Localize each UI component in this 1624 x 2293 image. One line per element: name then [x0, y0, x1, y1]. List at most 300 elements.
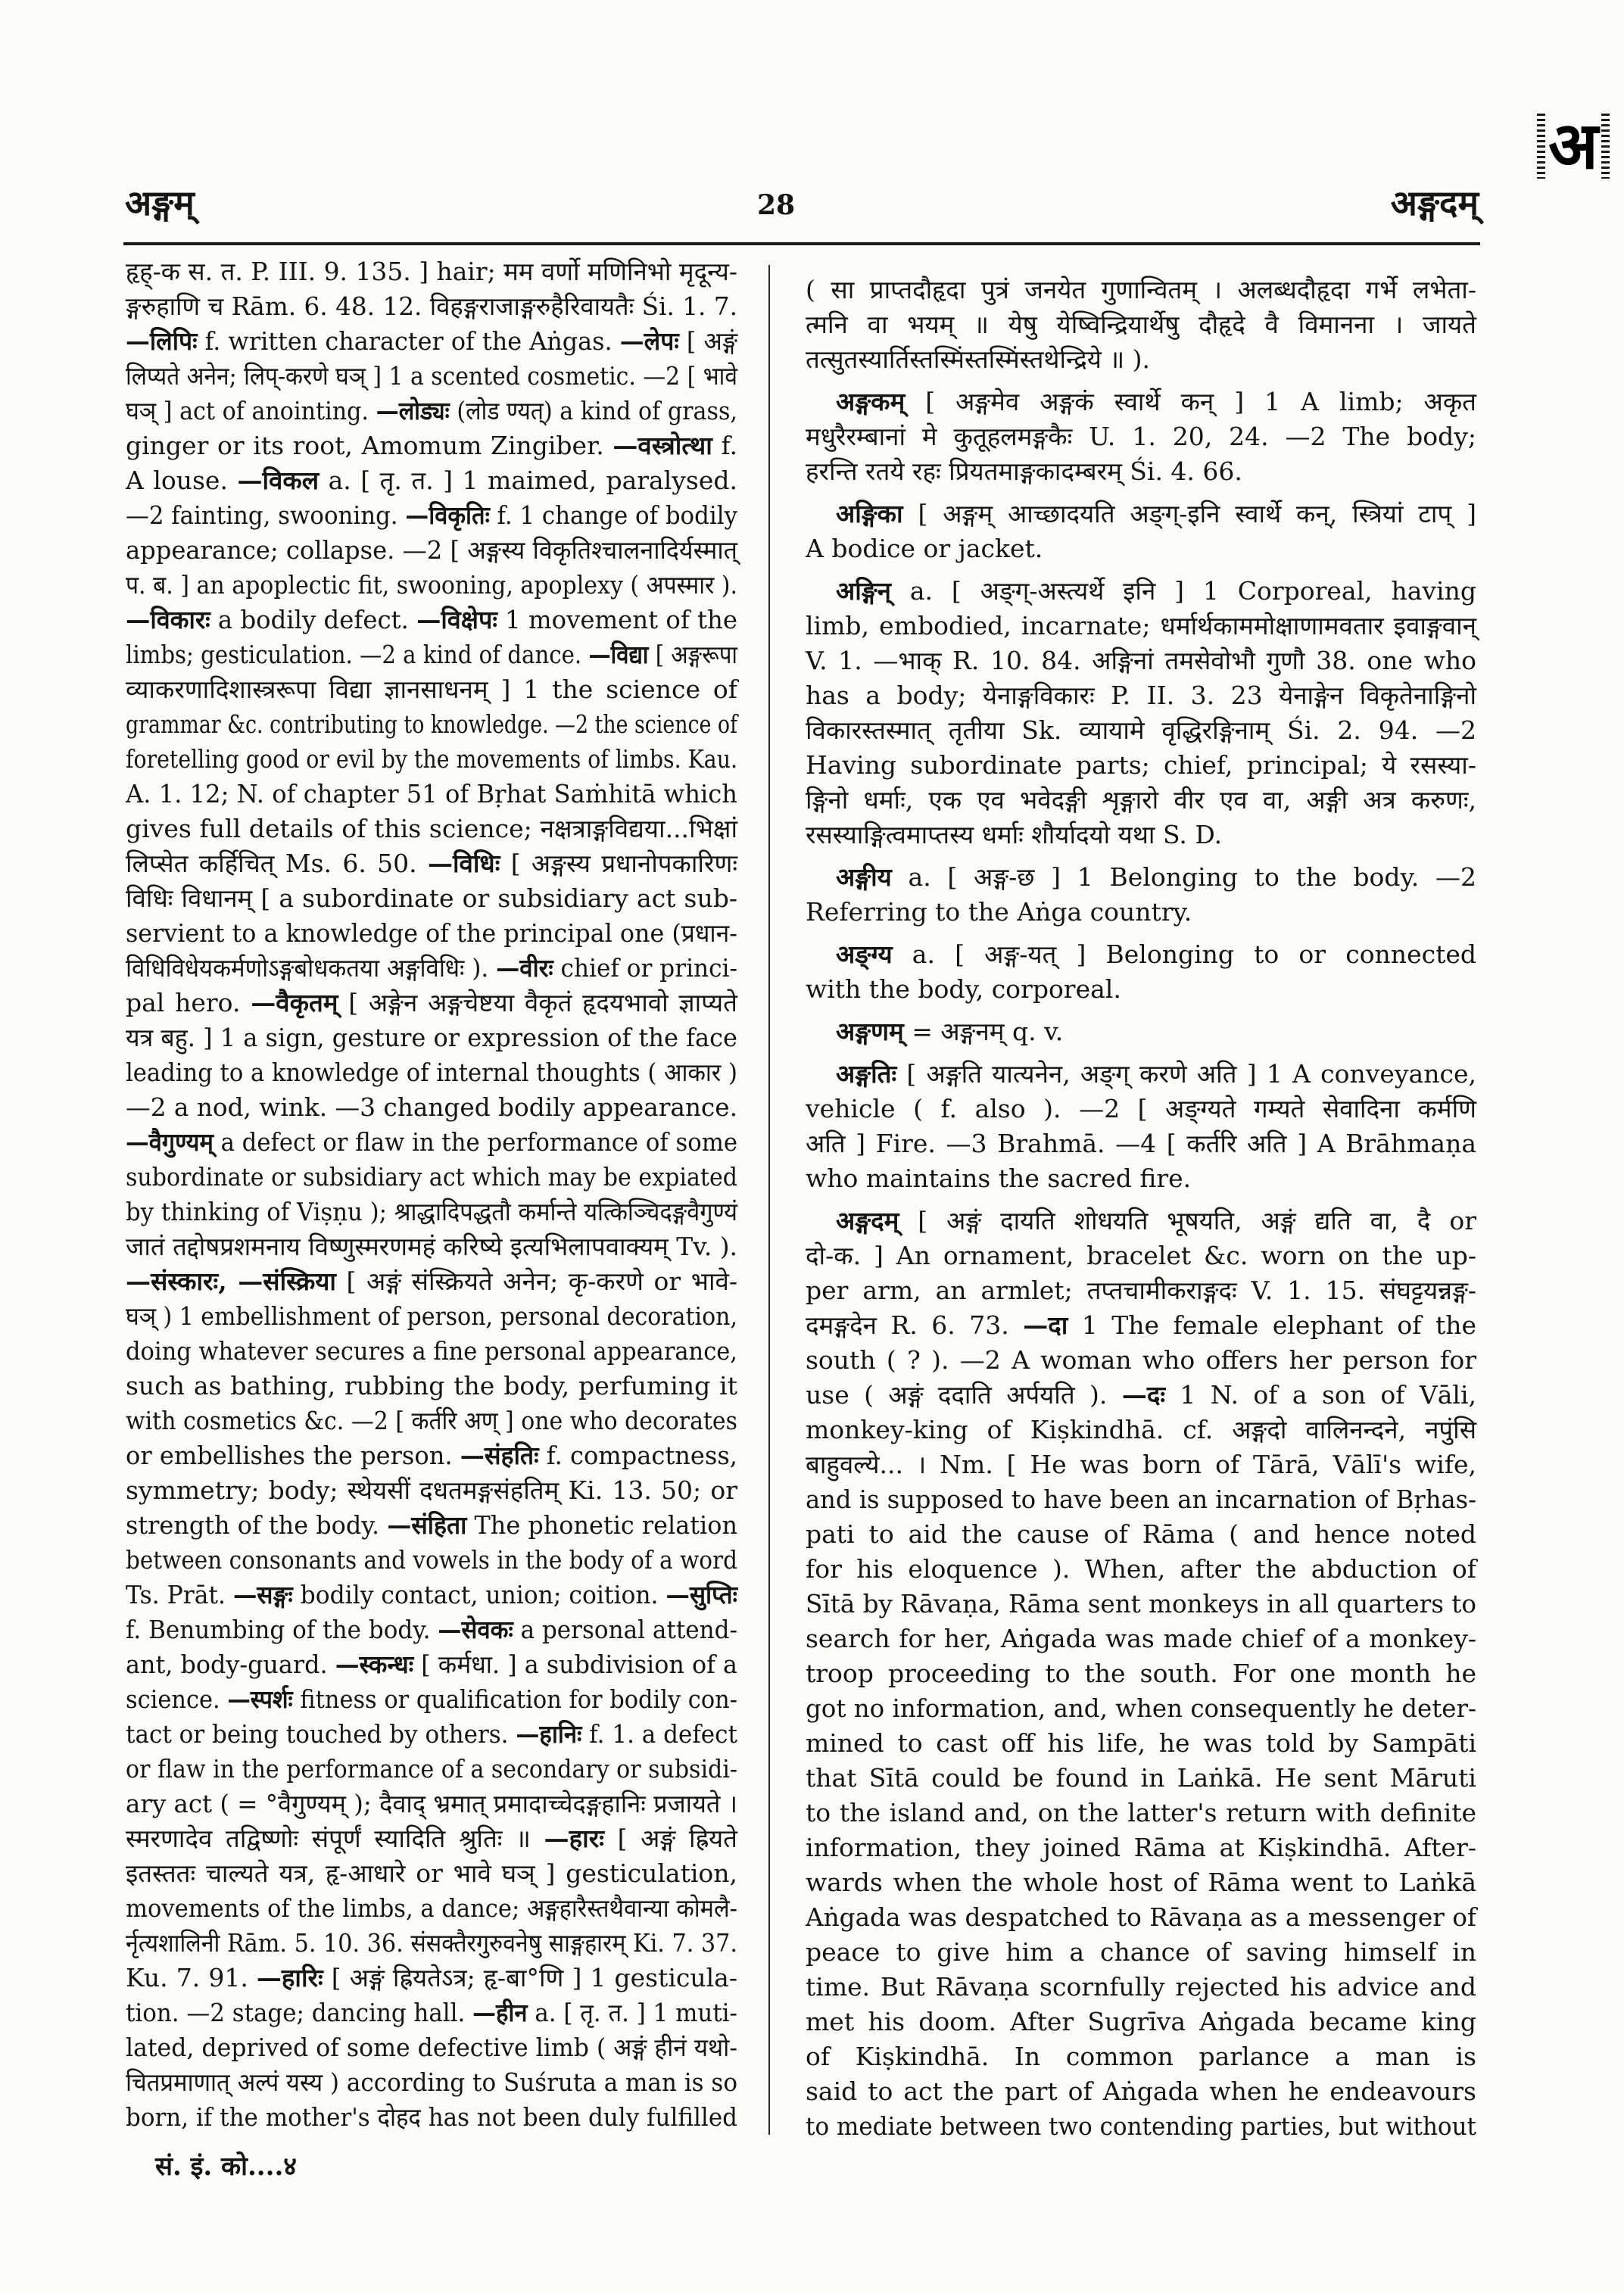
line-text: [806, 609, 1476, 643]
line-text: [126, 916, 737, 951]
text-line: [126, 1647, 737, 1682]
line-text: [806, 1656, 1476, 1691]
text-run: ginger or its root, Amomum Zingiber.: [126, 431, 613, 460]
text-line: [806, 1691, 1476, 1726]
headword: —सुप्तिः: [665, 1580, 737, 1609]
headword: —हारिः: [256, 1963, 323, 1992]
text-line: [126, 1299, 737, 1334]
line-text: [126, 1543, 737, 1578]
text-run: fitness or qualification for bodily con-: [292, 1684, 737, 1714]
headword: —लेपः: [619, 326, 679, 356]
text-run: that Sītā could be found in Laṅkā. He sent Māruti: [806, 1763, 1476, 1793]
text-line: [806, 2005, 1476, 2039]
line-text: [806, 1552, 1476, 1587]
text-run: लिप्यते अनेन; लिप्-करणे घञ् ] 1 a scented cosmetic. —2 [ भावे: [126, 361, 737, 391]
text-run: monkey-king of Kiṣkindhā. cf. अङ्गदो वालिनन्दने, नपुंसि: [806, 1415, 1476, 1444]
text-line: [806, 497, 1476, 531]
text-run: a. [ अङ्ग-छ ] 1 Belonging to the body. —2: [891, 862, 1476, 892]
text-line: [806, 1014, 1476, 1049]
text-line: [126, 1334, 737, 1369]
text-run: wards when the whole host of Rāma went to Laṅkā: [806, 1868, 1476, 1897]
text-run: अति ] Fire. —3 Brahmā. —4 [ कर्तरि अति ] A Brāhmaṇa: [806, 1129, 1476, 1158]
text-run: [ अङ्गम् आच्छादयति अङ्ग्-इनि स्वार्थे कन्, स्त्रियां टाप् ]: [902, 499, 1476, 528]
text-run: movements of the limbs, a dance; अङ्गहारैस्तथैवान्या कोमलै-: [126, 1893, 737, 1923]
text-line: [126, 254, 737, 289]
text-run: f. compactness,: [538, 1441, 737, 1470]
text-line: [126, 1856, 737, 1891]
line-text: [806, 678, 1476, 713]
text-line: [126, 324, 737, 359]
text-line: [126, 777, 737, 812]
headword: —हारः: [544, 1824, 604, 1853]
text-line: [126, 2065, 737, 2100]
text-run: grammar &c. contributing to knowledge. —2 the science of: [126, 709, 737, 739]
line-text: [126, 986, 737, 1020]
text-run: र्नृत्यशालिनी Rām. 5. 10. 36. संसक्तैरगुरुवनेषु साङ्गहारम् Ki. 7. 37.: [126, 1928, 737, 1958]
text-line: [806, 1161, 1476, 1196]
text-line: [806, 342, 1476, 377]
text-line: [806, 1092, 1476, 1126]
line-text: [806, 972, 1121, 1007]
text-run: with cosmetics &c. —2 [ कर्तरि अण् ] one who decorates: [126, 1406, 737, 1435]
text-run: strength of the body.: [126, 1510, 388, 1540]
headword: अङ्गकम्: [836, 387, 906, 416]
headword: —लोड्यः: [376, 396, 450, 425]
headword: —वीरः: [496, 953, 553, 983]
entry-paragraph: [806, 574, 1476, 852]
text-run: Sītā by Rāvaṇa, Rāma sent monkeys in all quarters to: [806, 1589, 1476, 1618]
text-run: = अङ्गनम् q. v.: [903, 1017, 1064, 1046]
line-text: [126, 707, 737, 742]
headword: —हीन: [472, 1998, 528, 2027]
column-divider: [768, 265, 770, 2135]
text-line: [806, 1970, 1476, 2005]
line-text: [126, 1473, 737, 1508]
text-run: to the island and, on the latter's return with definite: [806, 1798, 1476, 1827]
text-run: चितप्रमाणात् अल्पं यस्य ) according to Suśruta a man is so: [126, 2067, 737, 2097]
line-text: [806, 1865, 1476, 1900]
text-run: —2 fainting, swooning.: [126, 500, 406, 530]
line-text: [126, 742, 737, 777]
headword: —हानिः: [516, 1719, 582, 1749]
text-line: [126, 672, 737, 707]
text-run: विधिविधेयकर्मणोऽङ्गबोधकतया अङ्गविधिः ).: [126, 953, 497, 983]
text-line: [806, 1587, 1476, 1622]
text-run: a defect or flaw in the performance of some: [213, 1127, 737, 1157]
line-text: [806, 342, 1150, 377]
line-text: [126, 1195, 737, 1229]
text-run: 1 N. of a son of Vāli,: [1165, 1380, 1476, 1410]
text-line: [806, 1482, 1476, 1517]
page-number: 28: [756, 189, 796, 221]
text-run: [ अङ्गं: [678, 326, 737, 356]
text-line: [126, 1229, 737, 1264]
text-line: [126, 1438, 737, 1473]
entry-paragraph: [806, 1204, 1476, 2144]
text-run: [ अङ्गं ह्रियते: [603, 1824, 737, 1853]
text-line: [126, 637, 737, 672]
line-text: [836, 385, 1476, 419]
text-line: [126, 1090, 737, 1125]
text-line: [126, 1020, 737, 1055]
line-text: [126, 1229, 737, 1264]
text-line: [806, 1622, 1476, 1656]
text-line: [126, 498, 737, 533]
text-run: appearance; collapse. —2 [ अङ्गस्य विकृतिश्चालनादिर्यस्मात्: [126, 535, 737, 565]
text-run: such as bathing, rubbing the body, perfuming it: [126, 1371, 737, 1400]
text-run: हरन्ति रतये रहः प्रियतमाङ्गकादम्बरम् Śi. 4. 66.: [806, 456, 1242, 486]
text-line: [126, 394, 737, 428]
text-line: [126, 742, 737, 777]
line-text: [836, 1204, 1476, 1238]
line-text: [126, 1961, 737, 1995]
line-text: [126, 1612, 737, 1647]
text-line: [806, 1447, 1476, 1482]
text-run: tion. —2 stage; dancing hall.: [126, 1998, 473, 2027]
line-text: [126, 1891, 737, 1926]
line-text: [126, 533, 737, 568]
thumb-index-tab: [1537, 107, 1610, 184]
text-run: [ अङ्गं दायति शोधयति भूषयति, अङ्गं द्यति वा, दै or: [899, 1206, 1476, 1235]
text-line: [126, 428, 737, 463]
text-line: [126, 1473, 737, 1508]
line-text: [836, 1014, 1063, 1049]
text-run: ( सा प्राप्तदौहृदा पुत्रं जनयेत गुणान्वितम् । अलब्धदौहृदा गर्भे लभेता-: [806, 275, 1476, 304]
text-run: ary act ( = °वैगुण्यम् ); दैवाद् भ्रमात् प्रमादाच्चेदङ्गहानिः प्रजायते ।: [126, 1789, 737, 1818]
text-run: of Kiṣkindhā. In common parlance a man is: [806, 2042, 1476, 2071]
line-text: [126, 2030, 737, 2065]
text-run: bodily contact, union; coition.: [292, 1580, 666, 1609]
text-line: [806, 454, 1476, 489]
text-line: [806, 1204, 1476, 1238]
line-text: [126, 254, 737, 289]
text-run: हृह्-क स. त. P. III. 9. 135. ] hair; मम वर्णो मणिनिभो मृदून्य-: [126, 257, 737, 286]
text-run: a. [ तृ. त. ] 1 maimed, paralysed.: [319, 466, 737, 495]
text-line: [806, 1273, 1476, 1308]
line-text: [806, 1273, 1476, 1308]
text-line: [126, 1404, 737, 1438]
text-line: [806, 2109, 1476, 2144]
text-line: [126, 1717, 737, 1752]
line-text: [126, 1090, 737, 1125]
line-text: [806, 895, 1192, 930]
line-text: [126, 1682, 737, 1717]
text-line: [806, 937, 1476, 972]
text-line: [126, 951, 737, 986]
line-text: [126, 1717, 737, 1752]
text-run: A louse.: [126, 466, 238, 495]
line-text: [806, 2109, 1476, 2144]
line-text: [126, 1926, 737, 1961]
line-text: [806, 1413, 1476, 1447]
line-text: [126, 394, 737, 428]
text-run: born, if the mother's दोहद has not been duly fulfilled: [126, 2102, 737, 2132]
text-line: [126, 1682, 737, 1717]
text-run: gives full details of this science; नक्षत्राङ्गविद्यया...भिक्षां: [126, 814, 737, 843]
text-run: for his eloquence ). When, after the abduction of: [806, 1554, 1476, 1584]
line-text: [126, 1299, 737, 1334]
text-line: [126, 916, 737, 951]
text-run: f. written character of the Aṅgas.: [197, 326, 620, 356]
line-text: [806, 1447, 1476, 1482]
line-text: [806, 1935, 1476, 1970]
headword: —वैगुण्यम्: [126, 1127, 214, 1157]
header-rule: [123, 242, 1480, 245]
line-text: [126, 1995, 737, 2030]
text-run: दो-क. ] An ornament, bracelet &c. worn on the up-: [806, 1241, 1476, 1270]
line-text: [126, 359, 737, 394]
text-run: science.: [126, 1684, 228, 1714]
text-run: use ( अङ्गं ददाति अर्पयति ).: [806, 1380, 1122, 1410]
line-text: [126, 1752, 737, 1787]
headword: अङ्गदम्: [836, 1206, 899, 1235]
line-text: [806, 1308, 1476, 1343]
text-run: घञ् ) 1 embellishment of person, personal decoration,: [126, 1301, 737, 1331]
line-text: [126, 498, 737, 533]
text-line: [806, 678, 1476, 713]
line-text: [126, 324, 737, 359]
text-line: [806, 1830, 1476, 1865]
text-run: The phonetic relation: [466, 1510, 737, 1540]
text-line: [806, 1726, 1476, 1761]
line-text: [836, 497, 1476, 531]
text-line: [126, 707, 737, 742]
text-line: [126, 1612, 737, 1647]
right-column: [806, 273, 1476, 2144]
text-run: लिप्सेत कर्हिचित् Ms. 6. 50.: [126, 849, 428, 878]
text-run: per arm, an armlet; तप्तचामीकराङ्गदः V. 1. 15. संघट्टयन्नङ्ग-: [806, 1276, 1476, 1305]
text-line: [126, 812, 737, 846]
text-line: [126, 2030, 737, 2065]
text-line: [806, 1761, 1476, 1796]
text-run: met his doom. After Sugrīva Aṅgada became king: [806, 2007, 1476, 2036]
line-text: [806, 454, 1242, 489]
headword: —दः: [1121, 1380, 1166, 1410]
text-line: [806, 972, 1476, 1007]
headword: अङ्ग्य: [836, 939, 893, 969]
line-text: [806, 1761, 1476, 1796]
line-text: [806, 1343, 1476, 1378]
entry-paragraph: [806, 273, 1476, 377]
text-run: इतस्ततः चाल्यते यत्र, हृ-आधारे or भावे घञ् ] gesticulation,: [126, 1858, 737, 1888]
line-text: [806, 713, 1476, 748]
line-text: [836, 860, 1476, 895]
line-text: [126, 1020, 737, 1055]
text-run: doing whatever secures a fine personal appearance,: [126, 1336, 737, 1366]
text-line: [806, 1308, 1476, 1343]
line-text: [806, 1900, 1476, 1935]
headword: —विक्षेपः: [416, 605, 497, 634]
text-run: servient to a knowledge of the principal one (प्रधान-: [126, 918, 737, 948]
headword: —विकृतिः: [405, 500, 490, 530]
line-text: [806, 1126, 1476, 1161]
headword: —विकल: [237, 466, 320, 495]
text-run: Referring to the Aṅga country.: [806, 897, 1192, 927]
text-line: [806, 713, 1476, 748]
line-text: [806, 1726, 1476, 1761]
text-run: and is supposed to have been an incarnation of Bṛhas-: [806, 1485, 1476, 1514]
text-run: दमङ्गदेन R. 6. 73.: [806, 1310, 1024, 1340]
text-line: [126, 1195, 737, 1229]
text-run: a. [ तृ. त. ] 1 muti-: [527, 1998, 737, 2027]
text-run: मधुरैरम्बानां मे कुतूहलमङ्गकैः U. 1. 20, 24. —2 The body;: [806, 422, 1476, 451]
line-text: [806, 419, 1476, 454]
text-run: leading to a knowledge of internal thoughts ( आकार ): [126, 1058, 737, 1087]
text-run: between consonants and vowels in the body of a word: [126, 1545, 737, 1575]
text-run: limb, embodied, incarnate; धर्मार्थकाममोक्षाणामवतार इवाङ्गवान्: [806, 611, 1476, 640]
text-run: lated, deprived of some defective limb ( अङ्गं हीनं यथो-: [126, 2033, 737, 2062]
text-line: [806, 1413, 1476, 1447]
text-run: [ अङ्गरूपा: [648, 640, 737, 669]
text-run: information, they joined Rāma at Kiṣkindhā. After-: [806, 1833, 1476, 1862]
headword: अङ्गिन्: [836, 576, 891, 606]
headword: —संहतिः: [460, 1441, 539, 1470]
text-line: [806, 1517, 1476, 1552]
text-line: [126, 463, 737, 498]
text-run: search for her, Aṅgada was made chief of a monkey-: [806, 1624, 1476, 1653]
line-text: [806, 1830, 1476, 1865]
text-line: [806, 609, 1476, 643]
text-line: [126, 359, 737, 394]
text-run: तत्सुतस्यार्तिस्तस्मिंस्तस्मिंस्तथेन्द्रिये ॥ ).: [806, 344, 1151, 374]
text-run: ङ्गिनो धर्माः, एक एव भवेदङ्गी शृङ्गारो वीर एव वा, अङ्गी अत्र करुणः,: [806, 785, 1476, 815]
text-line: [806, 1378, 1476, 1413]
line-text: [806, 1238, 1476, 1273]
left-column: [126, 254, 737, 2135]
text-line: [126, 1961, 737, 1995]
headword: —स्पर्शः: [227, 1684, 293, 1714]
text-run: vehicle ( f. also ). —2 [ अङ्ग्यते गम्यते सेवादिना कर्मणि: [806, 1094, 1476, 1123]
text-line: [806, 860, 1476, 895]
text-run: 1 movement of the: [497, 605, 737, 634]
left-guide-word: अङ्गम्: [125, 182, 195, 223]
text-run: f.: [712, 431, 737, 460]
text-run: a. [ अङ्ग-यत् ] Belonging to or connected: [892, 939, 1476, 969]
text-line: [806, 1552, 1476, 1587]
line-text: [806, 643, 1476, 678]
text-run: a. [ अङ्ग्-अस्त्यर्थे इनि ] 1 Corporeal, having: [890, 576, 1476, 606]
line-text: [806, 1796, 1476, 1830]
text-line: [806, 1057, 1476, 1092]
line-text: [126, 812, 737, 846]
text-line: [806, 2039, 1476, 2074]
text-line: [806, 1343, 1476, 1378]
line-text: [126, 1125, 737, 1160]
line-text: [126, 1787, 737, 1821]
line-text: [126, 1055, 737, 1090]
text-line: [126, 1508, 737, 1543]
line-text: [806, 1161, 1191, 1196]
text-run: [ कर्मधा. ] a subdivision of a: [413, 1650, 737, 1679]
text-line: [806, 1238, 1476, 1273]
text-run: foretelling good or evil by the movements of limbs. Kau.: [126, 744, 737, 774]
text-run: troop proceeding to the south. For one month he: [806, 1659, 1476, 1688]
text-run: limbs; gesticulation. —2 a kind of dance.: [126, 640, 589, 669]
line-text: [806, 1622, 1476, 1656]
text-line: [806, 1865, 1476, 1900]
text-line: [806, 748, 1476, 783]
text-run: peace to give him a chance of saving himself in: [806, 1937, 1476, 1967]
text-line: [806, 643, 1476, 678]
text-run: [ अङ्गमेव अङ्गकं स्वार्थे कन् ] 1 A limb; अकृत: [905, 387, 1476, 416]
text-run: [ अङ्गं संस्क्रियते अनेन; कृ-करणे or भावे-: [335, 1266, 737, 1296]
entry-paragraph: [806, 1014, 1476, 1049]
line-text: [806, 1092, 1476, 1126]
line-text: [806, 783, 1476, 818]
text-run: जातं तद्दोषप्रशमनाय विष्णुस्मरणमहं करिष्ये इत्यभिलापवाक्यम् Tv. ).: [126, 1232, 737, 1261]
line-text: [806, 1587, 1476, 1622]
headword: —विद्या: [588, 640, 649, 669]
headword: अङ्गिका: [836, 499, 903, 528]
text-run: f. 1 change of bodily: [489, 500, 737, 530]
headword: —दा: [1023, 1310, 1068, 1340]
text-line: [806, 1935, 1476, 1970]
text-run: pati to aid the cause of Rāma ( and hence noted: [806, 1519, 1476, 1549]
text-run: Ts. Prāt.: [126, 1580, 233, 1609]
line-text: [126, 1856, 737, 1891]
text-run: subordinate or subsidiary act which may be expiated: [126, 1162, 737, 1192]
text-line: [806, 574, 1476, 609]
line-text: [806, 2005, 1476, 2039]
text-run: or flaw in the performance of a secondary or subsidi-: [126, 1754, 737, 1784]
line-text: [806, 2039, 1476, 2074]
text-line: [126, 1926, 737, 1961]
line-text: [126, 672, 737, 707]
text-run: with the body, corporeal.: [806, 974, 1121, 1004]
text-line: [126, 1160, 737, 1195]
line-text: [126, 777, 737, 812]
text-run: [ अङ्गति यात्यनेन, अङ्ग् करणे अति ] 1 A conveyance,: [896, 1059, 1476, 1089]
text-run: chief or princi-: [553, 953, 737, 983]
headword: —संस्कारः, —संस्क्रिया: [126, 1266, 336, 1296]
text-run: यत्र बहु. ] 1 a sign, gesture or expression of the face: [126, 1023, 737, 1052]
line-text: [126, 2065, 737, 2100]
text-run: घञ् ] act of anointing.: [126, 396, 376, 425]
line-text: [126, 1264, 737, 1299]
headword: —संहिता: [387, 1510, 467, 1540]
text-run: ङ्गरुहाणि च Rām. 6. 48. 12. विहङ्गराजाङ्गरुहैरिवायतैः Śi. 1. 7.: [126, 291, 737, 321]
text-run: said to act the part of Aṅgada when he endeavours: [806, 2076, 1476, 2106]
text-run: mined to cast off his life, he was told by Sampāti: [806, 1728, 1476, 1758]
line-text: [806, 1970, 1476, 2005]
text-run: विकारस्तस्मात् तृतीया Sk. व्यायामे वृद्धिरङ्गिनाम् Śi. 2. 94. —2: [806, 715, 1476, 745]
text-run: symmetry; body; स्थेयसीं दधतमङ्गसंहतिम् Ki. 13. 50; or: [126, 1475, 737, 1505]
text-line: [126, 1055, 737, 1090]
entry-paragraph: [806, 1057, 1476, 1196]
text-run: रसस्याङ्गित्वमाप्तस्य धर्माः शौर्यादयो यथा S. D.: [806, 820, 1223, 849]
entry-paragraph: [806, 497, 1476, 566]
text-run: pal hero.: [126, 988, 251, 1017]
line-text: [836, 937, 1476, 972]
signature-mark: सं. इं. को....४: [155, 2151, 297, 2182]
line-text: [126, 846, 737, 881]
line-text: [126, 1508, 737, 1543]
text-run: 1 The female elephant of the: [1068, 1310, 1476, 1340]
line-text: [806, 748, 1476, 783]
text-run: to mediate between two contending parties, but without: [806, 2111, 1476, 2141]
line-text: [126, 1369, 737, 1404]
text-line: [806, 1656, 1476, 1691]
line-text: [126, 1160, 737, 1195]
line-text: [126, 637, 737, 672]
text-run: by thinking of Viṣṇu ); श्राद्धादिपद्धतौ कर्मान्ते यत्किञ्चिदङ्गवैगुण्यं: [126, 1197, 737, 1226]
text-line: [126, 1578, 737, 1612]
text-line: [806, 1126, 1476, 1161]
headword: —स्कन्धः: [335, 1650, 414, 1679]
text-run: A. 1. 12; N. of chapter 51 of Bṛhat Saṁhitā which: [126, 779, 737, 808]
text-line: [806, 307, 1476, 342]
text-run: f. 1. a defect: [581, 1719, 737, 1749]
